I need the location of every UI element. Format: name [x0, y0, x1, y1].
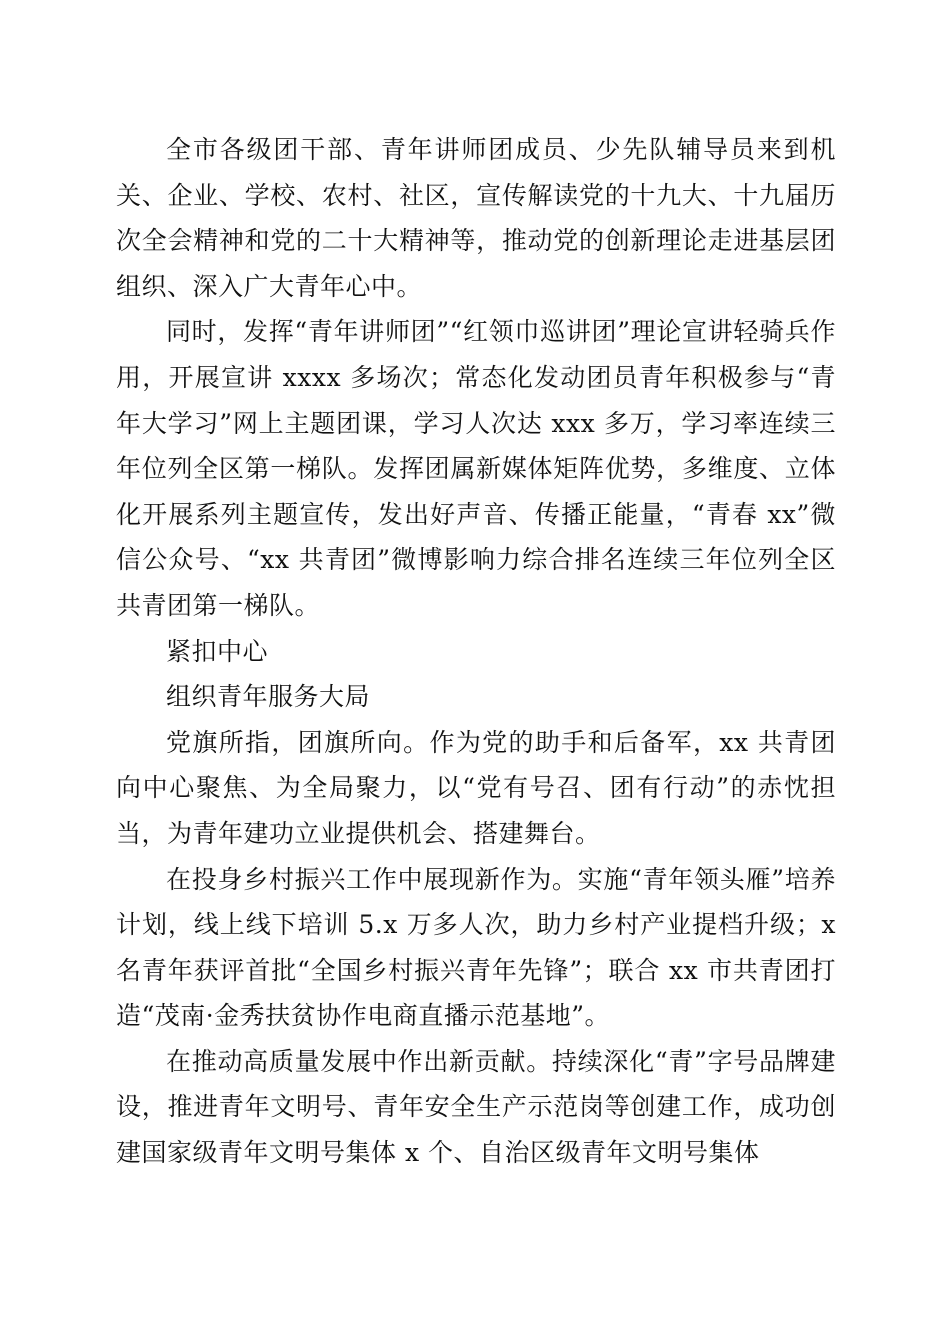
- paragraph-grassroots-promotion: 全市各级团干部、青年讲师团成员、少先队辅导员来到机关、企业、学校、农村、社区，宣传解读党的十九大、十九届历次全会精神和党的二十大精神等，推动党的创新理论走进基层团组织、深入广大青年心中。: [116, 135, 836, 301]
- paragraph-rural-revitalization: 在投身乡村振兴工作中展现新作为。实施“青年领头雁”培养计划，线上线下培训 5.x 万多人次，助力乡村产业提档升级；x 名青年获评首批“全国乡村振兴青年先锋”；联合 xx 市共青团打造“茂南·金秀扶贫协作电商直播示范基地”。: [116, 864, 836, 1031]
- section-heading-focus-center: 紧扣中心: [166, 636, 269, 666]
- paragraph-high-quality-development: 在推动高质量发展中作出新贡献。持续深化“青”字号品牌建设，推进青年文明号、青年安全生产示范岗等创建工作，成功创建国家级青年文明号集体 x 个、自治区级青年文明号集体: [116, 1046, 836, 1168]
- paragraph-party-flag: 党旗所指，团旗所向。作为党的助手和后备军，xx 共青团向中心聚焦、为全局聚力，以“党有号召、团有行动”的赤忱担当，为青年建功立业提供机会、搭建舞台。: [116, 727, 836, 848]
- paragraph-lecture-groups: 同时，发挥“青年讲师团”“红领巾巡讲团”理论宣讲轻骑兵作用，开展宣讲 xxxx 多场次；常态化发动团员青年积极参与“青年大学习”网上主题团课，学习人次达 xxx 多万，学习率连续三年位列全区第一梯队。发挥团属新媒体矩阵优势，多维度、立体化开展系列主题宣传，发出好声音、传播正能量，“青春 xx”微信公众号、“xx 共青团”微博影响力综合排名连续三年位列全区共青团第一梯队。: [116, 317, 836, 620]
- section-heading-serve-overall: 组织青年服务大局: [166, 682, 371, 712]
- document-body: [116, 127, 836, 1176]
